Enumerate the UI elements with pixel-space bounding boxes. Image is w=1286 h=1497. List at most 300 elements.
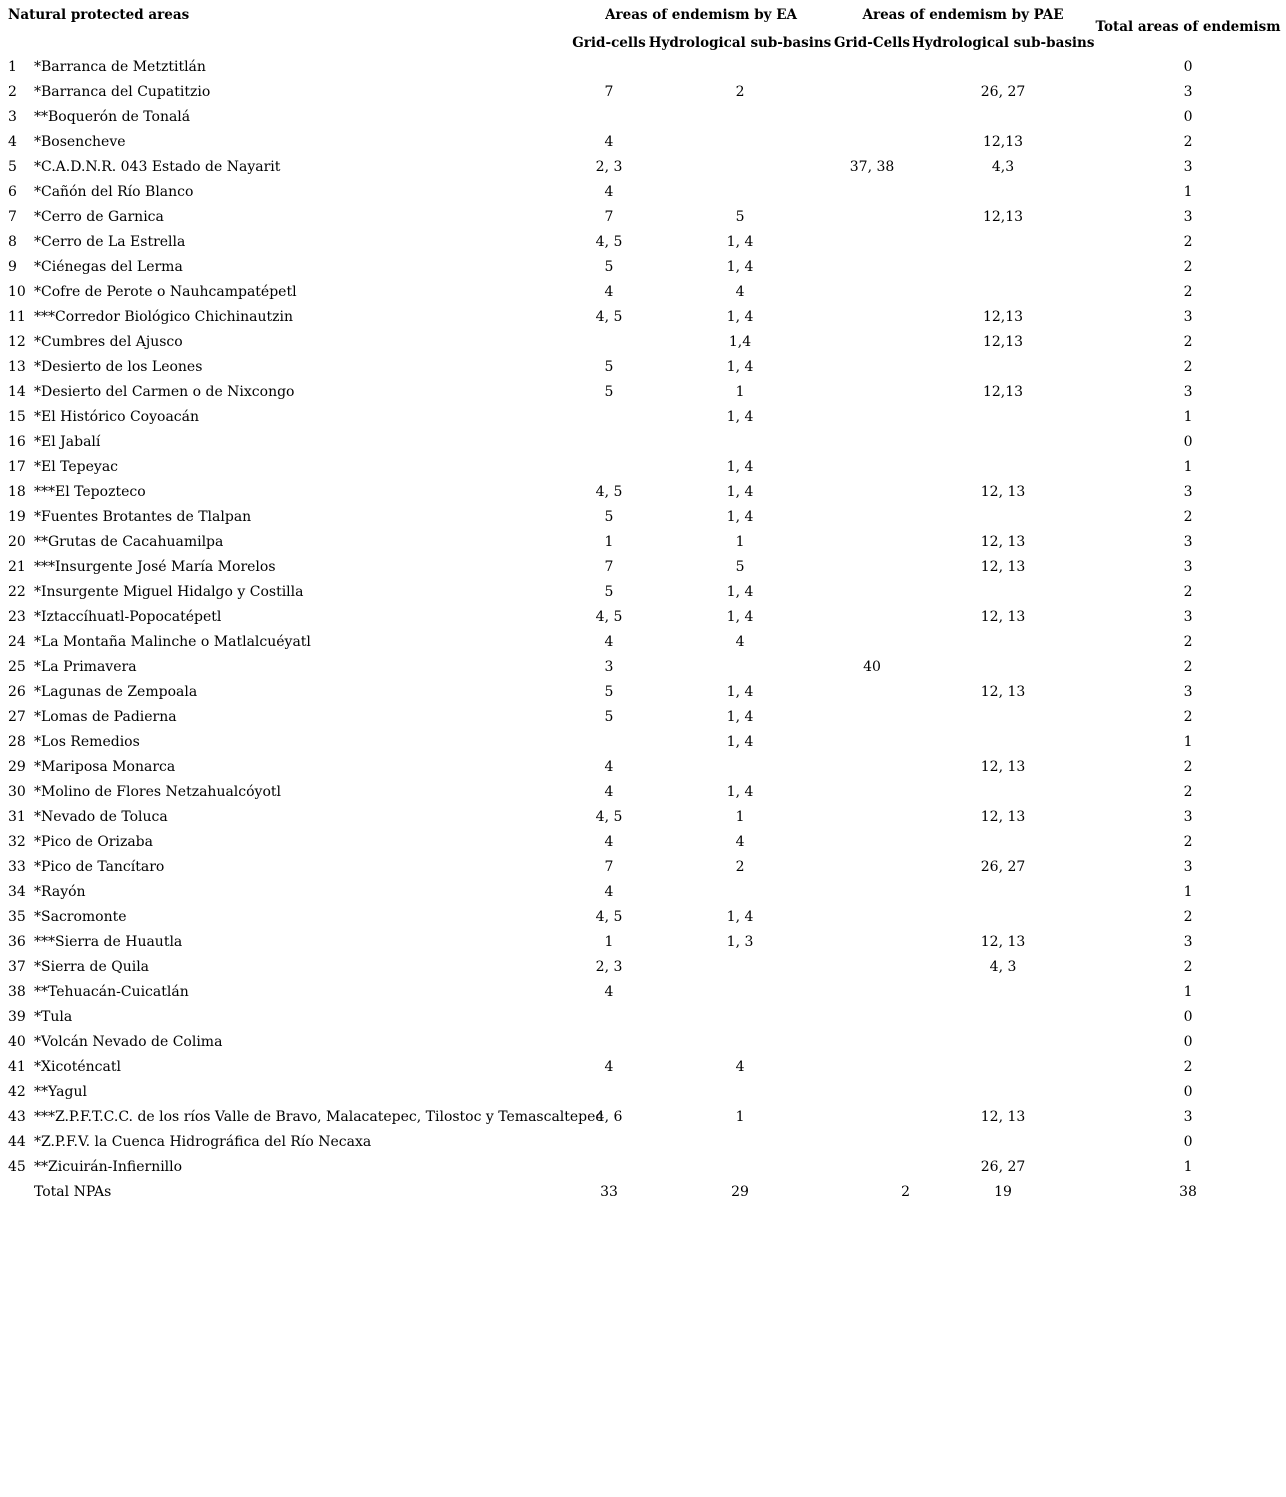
row-total: 0 xyxy=(1183,434,1193,450)
row-name: *Volcán Nevado de Colima xyxy=(34,1034,223,1050)
row-pae-grid xyxy=(832,280,912,305)
row-total: 1 xyxy=(1183,184,1193,200)
row-number: 29 xyxy=(8,759,26,775)
row-ea-hyd xyxy=(648,155,832,180)
table-footer xyxy=(0,1180,1282,1205)
table-row xyxy=(0,755,1282,780)
row-ea-grid: 4, 5 xyxy=(595,909,623,925)
row-ea-hyd: 1, 4 xyxy=(726,509,754,525)
row-total: 3 xyxy=(1183,384,1193,400)
row-pae-hyd xyxy=(912,105,1094,130)
row-pae-hyd xyxy=(912,655,1094,680)
row-pae-hyd: 4, 3 xyxy=(989,959,1017,975)
header-pae-grid-cells: Grid-Cells xyxy=(834,34,911,51)
row-number: 38 xyxy=(8,984,26,1000)
row-pae-grid xyxy=(832,830,912,855)
row-ea-hyd: 1, 4 xyxy=(726,684,754,700)
row-name: *Fuentes Brotantes de Tlalpan xyxy=(34,509,252,525)
row-pae-grid xyxy=(832,755,912,780)
row-number: 16 xyxy=(8,434,26,450)
row-number: 30 xyxy=(8,784,26,800)
table-row xyxy=(0,180,1282,205)
row-ea-grid: 4, 5 xyxy=(595,309,623,325)
row-number: 3 xyxy=(8,109,17,125)
row-ea-grid: 5 xyxy=(604,359,614,375)
row-number: 15 xyxy=(8,409,26,425)
row-ea-hyd: 5 xyxy=(735,209,745,225)
row-name: *Mariposa Monarca xyxy=(34,759,176,775)
table-row xyxy=(0,1005,1282,1030)
row-pae-hyd: 12, 13 xyxy=(980,934,1026,950)
row-pae-grid xyxy=(832,880,912,905)
table-row xyxy=(0,1080,1282,1105)
row-name: *La Primavera xyxy=(34,659,137,675)
row-number: 21 xyxy=(8,559,26,575)
row-pae-hyd xyxy=(912,430,1094,455)
row-ea-grid: 1 xyxy=(604,934,614,950)
row-total: 3 xyxy=(1183,534,1193,550)
row-name: *Desierto del Carmen o de Nixcongo xyxy=(34,384,295,400)
row-name: **Tehuacán-Cuicatlán xyxy=(34,984,189,1000)
table-row xyxy=(0,380,1282,405)
row-pae-hyd: 12, 13 xyxy=(980,484,1026,500)
row-ea-hyd xyxy=(648,755,832,780)
row-pae-hyd xyxy=(912,1130,1094,1155)
row-total: 2 xyxy=(1183,584,1193,600)
table-row xyxy=(0,505,1282,530)
row-ea-hyd: 1 xyxy=(735,809,745,825)
row-ea-hyd: 5 xyxy=(735,559,745,575)
row-number: 44 xyxy=(8,1134,26,1150)
row-ea-hyd xyxy=(648,1030,832,1055)
row-name: *Rayón xyxy=(34,884,86,900)
row-pae-hyd xyxy=(912,255,1094,280)
row-name: ***El Tepozteco xyxy=(34,484,146,500)
row-number: 17 xyxy=(8,459,26,475)
row-name: *El Tepeyac xyxy=(34,459,119,475)
row-ea-hyd: 1, 4 xyxy=(726,709,754,725)
row-ea-hyd xyxy=(648,1130,832,1155)
row-pae-hyd: 12,13 xyxy=(982,309,1024,325)
row-pae-grid xyxy=(832,380,912,405)
table-body xyxy=(0,55,1282,1180)
row-ea-hyd xyxy=(648,180,832,205)
row-total: 3 xyxy=(1183,934,1193,950)
row-total: 2 xyxy=(1183,959,1193,975)
row-number: 35 xyxy=(8,909,26,925)
row-name: *Lomas de Padierna xyxy=(34,709,177,725)
row-pae-grid xyxy=(832,1105,912,1130)
row-ea-grid: 4 xyxy=(604,134,614,150)
row-total: 1 xyxy=(1183,459,1193,475)
row-total: 3 xyxy=(1183,484,1193,500)
row-pae-grid xyxy=(832,1005,912,1030)
table-row xyxy=(0,105,1282,130)
row-number: 2 xyxy=(8,84,17,100)
totals-pae-hyd: 19 xyxy=(994,1184,1012,1200)
row-name: **Yagul xyxy=(34,1084,87,1100)
row-number: 45 xyxy=(8,1159,26,1175)
header-ea-grid-cells: Grid-cells xyxy=(572,34,646,51)
row-total: 0 xyxy=(1183,109,1193,125)
row-name: *Cumbres del Ajusco xyxy=(34,334,183,350)
row-pae-grid xyxy=(832,1155,912,1180)
row-ea-hyd: 2 xyxy=(735,84,745,100)
row-pae-grid xyxy=(832,1030,912,1055)
table-row xyxy=(0,705,1282,730)
row-total: 2 xyxy=(1183,634,1193,650)
table-row xyxy=(0,655,1282,680)
row-name: *Nevado de Toluca xyxy=(34,809,168,825)
row-total: 2 xyxy=(1183,659,1193,675)
row-total: 2 xyxy=(1183,234,1193,250)
row-name: *Cerro de La Estrella xyxy=(34,234,186,250)
row-pae-hyd xyxy=(912,830,1094,855)
row-number: 26 xyxy=(8,684,26,700)
row-number: 8 xyxy=(8,234,17,250)
row-ea-grid: 4, 5 xyxy=(595,609,623,625)
header-group-ea: Areas of endemism by EA xyxy=(605,7,797,23)
row-total: 3 xyxy=(1183,809,1193,825)
row-ea-grid: 5 xyxy=(604,384,614,400)
row-ea-grid: 4, 5 xyxy=(595,809,623,825)
row-number: 5 xyxy=(8,159,17,175)
row-number: 36 xyxy=(8,934,26,950)
row-name: *Molino de Flores Netzahualcóyotl xyxy=(34,784,281,800)
row-pae-grid xyxy=(832,405,912,430)
row-ea-hyd: 1, 4 xyxy=(726,309,754,325)
row-pae-hyd: 12,13 xyxy=(982,334,1024,350)
table-row xyxy=(0,605,1282,630)
row-ea-grid xyxy=(570,1005,648,1030)
row-ea-grid: 4 xyxy=(604,834,614,850)
row-total: 2 xyxy=(1183,134,1193,150)
row-total: 0 xyxy=(1183,1034,1193,1050)
row-pae-hyd: 12, 13 xyxy=(980,684,1026,700)
row-pae-grid xyxy=(832,1055,912,1080)
row-ea-grid xyxy=(570,1155,648,1180)
row-pae-grid: 40 xyxy=(863,659,881,675)
row-total: 2 xyxy=(1183,359,1193,375)
row-pae-hyd xyxy=(912,505,1094,530)
row-name: *Lagunas de Zempoala xyxy=(34,684,198,700)
row-ea-hyd: 4 xyxy=(735,1059,745,1075)
row-ea-grid: 4, 6 xyxy=(595,1109,623,1125)
row-total: 2 xyxy=(1183,509,1193,525)
row-number: 39 xyxy=(8,1009,26,1025)
row-number: 28 xyxy=(8,734,26,750)
row-total: 0 xyxy=(1183,1009,1193,1025)
totals-ea-grid: 33 xyxy=(600,1184,618,1200)
row-total: 1 xyxy=(1183,984,1193,1000)
row-name: *Desierto de los Leones xyxy=(34,359,203,375)
row-ea-hyd: 4 xyxy=(735,834,745,850)
row-pae-hyd xyxy=(912,1080,1094,1105)
row-total: 3 xyxy=(1183,859,1193,875)
row-pae-grid xyxy=(832,230,912,255)
row-pae-grid xyxy=(832,55,912,80)
row-ea-grid: 7 xyxy=(604,559,614,575)
row-name: *Insurgente Miguel Hidalgo y Costilla xyxy=(34,584,304,600)
row-ea-grid: 5 xyxy=(604,584,614,600)
row-name: *Cañón del Río Blanco xyxy=(34,184,194,200)
row-number: 40 xyxy=(8,1034,26,1050)
table-row xyxy=(0,155,1282,180)
table-row xyxy=(0,330,1282,355)
row-pae-grid xyxy=(832,930,912,955)
row-number: 18 xyxy=(8,484,26,500)
row-pae-grid xyxy=(832,805,912,830)
row-name: *C.A.D.N.R. 043 Estado de Nayarit xyxy=(34,159,281,175)
row-number: 25 xyxy=(8,659,26,675)
row-name: *Pico de Orizaba xyxy=(34,834,153,850)
row-pae-grid xyxy=(832,305,912,330)
table-row xyxy=(0,355,1282,380)
row-total: 2 xyxy=(1183,709,1193,725)
row-name: ***Insurgente José María Morelos xyxy=(34,559,276,575)
table-row xyxy=(0,280,1282,305)
row-name: *Cofre de Perote o Nauhcampatépetl xyxy=(34,284,297,300)
row-pae-hyd: 12,13 xyxy=(982,134,1024,150)
row-pae-hyd: 12,13 xyxy=(982,384,1024,400)
row-ea-grid: 4 xyxy=(604,1059,614,1075)
table-row xyxy=(0,430,1282,455)
row-pae-grid xyxy=(832,630,912,655)
row-number: 32 xyxy=(8,834,26,850)
table-row xyxy=(0,905,1282,930)
row-pae-grid xyxy=(832,430,912,455)
row-total: 1 xyxy=(1183,409,1193,425)
table-row xyxy=(0,455,1282,480)
row-ea-grid: 4 xyxy=(604,759,614,775)
row-total: 3 xyxy=(1183,1109,1193,1125)
row-number: 34 xyxy=(8,884,26,900)
table-row xyxy=(0,680,1282,705)
row-pae-grid xyxy=(832,955,912,980)
row-total: 2 xyxy=(1183,784,1193,800)
row-ea-hyd: 1, 4 xyxy=(726,909,754,925)
header-total-areas: Total areas of endemism xyxy=(1095,19,1281,35)
row-pae-hyd xyxy=(912,180,1094,205)
row-total: 2 xyxy=(1183,834,1193,850)
row-name: *Iztaccíhuatl-Popocatépetl xyxy=(34,609,222,625)
row-ea-hyd: 1, 4 xyxy=(726,484,754,500)
row-ea-grid: 5 xyxy=(604,709,614,725)
row-name: *El Jabalí xyxy=(34,434,101,450)
row-total: 2 xyxy=(1183,759,1193,775)
row-ea-hyd xyxy=(648,105,832,130)
row-number: 23 xyxy=(8,609,26,625)
row-pae-grid xyxy=(832,330,912,355)
table-row xyxy=(0,230,1282,255)
table-row xyxy=(0,205,1282,230)
row-ea-grid xyxy=(570,1030,648,1055)
row-number: 1 xyxy=(8,59,17,75)
row-name: ***Sierra de Huautla xyxy=(34,934,183,950)
table-row xyxy=(0,530,1282,555)
row-number: 42 xyxy=(8,1084,26,1100)
row-number: 11 xyxy=(8,309,26,325)
table-row xyxy=(0,780,1282,805)
row-total: 0 xyxy=(1183,1134,1193,1150)
row-ea-grid: 7 xyxy=(604,84,614,100)
row-ea-grid: 7 xyxy=(604,859,614,875)
row-pae-grid xyxy=(832,505,912,530)
table-header xyxy=(0,0,1282,55)
row-name: ***Corredor Biológico Chichinautzin xyxy=(34,309,294,325)
table-row xyxy=(0,1030,1282,1055)
row-pae-hyd xyxy=(912,280,1094,305)
row-ea-grid xyxy=(570,430,648,455)
row-number: 13 xyxy=(8,359,26,375)
row-ea-hyd: 1, 4 xyxy=(726,234,754,250)
row-ea-grid: 4, 5 xyxy=(595,484,623,500)
row-pae-hyd xyxy=(912,1030,1094,1055)
row-pae-grid xyxy=(832,255,912,280)
row-pae-grid xyxy=(832,555,912,580)
row-pae-hyd: 12, 13 xyxy=(980,559,1026,575)
row-pae-hyd: 12, 13 xyxy=(980,609,1026,625)
row-name: *Tula xyxy=(34,1009,73,1025)
row-total: 2 xyxy=(1183,1059,1193,1075)
row-total: 3 xyxy=(1183,559,1193,575)
row-number: 10 xyxy=(8,284,26,300)
table-row xyxy=(0,980,1282,1005)
row-ea-hyd xyxy=(648,1155,832,1180)
header-ea-hydrological: Hydrological sub-basins xyxy=(648,34,832,51)
row-ea-hyd: 1, 4 xyxy=(726,259,754,275)
row-ea-hyd: 1, 4 xyxy=(726,409,754,425)
row-total: 0 xyxy=(1183,1084,1193,1100)
row-name: *Sacromonte xyxy=(34,909,127,925)
row-number: 24 xyxy=(8,634,26,650)
row-pae-hyd xyxy=(912,980,1094,1005)
row-total: 3 xyxy=(1183,84,1193,100)
row-ea-hyd: 4 xyxy=(735,634,745,650)
row-number: 20 xyxy=(8,534,26,550)
header-group-pae: Areas of endemism by PAE xyxy=(862,7,1064,23)
row-name: *Z.P.F.V. la Cuenca Hidrográfica del Río Necaxa xyxy=(34,1134,372,1150)
row-name: *Bosencheve xyxy=(34,134,126,150)
row-pae-grid xyxy=(832,530,912,555)
row-name: *Barranca del Cupatitzio xyxy=(34,84,211,100)
row-ea-hyd: 1, 4 xyxy=(726,359,754,375)
row-total: 2 xyxy=(1183,909,1193,925)
row-number: 22 xyxy=(8,584,26,600)
row-ea-grid xyxy=(570,405,648,430)
row-pae-grid xyxy=(832,580,912,605)
row-ea-grid: 1 xyxy=(604,534,614,550)
row-number: 7 xyxy=(8,209,17,225)
row-ea-grid xyxy=(570,730,648,755)
row-ea-grid: 2, 3 xyxy=(595,959,623,975)
totals-ea-hyd: 29 xyxy=(731,1184,749,1200)
row-pae-grid xyxy=(832,205,912,230)
row-ea-grid: 5 xyxy=(604,509,614,525)
row-ea-hyd: 1, 4 xyxy=(726,609,754,625)
row-ea-hyd: 2 xyxy=(735,859,745,875)
row-pae-grid: 37, 38 xyxy=(849,159,895,175)
row-pae-hyd xyxy=(912,230,1094,255)
row-ea-hyd xyxy=(648,1005,832,1030)
table-row xyxy=(0,930,1282,955)
row-ea-hyd xyxy=(648,1080,832,1105)
row-ea-hyd xyxy=(648,130,832,155)
row-total: 2 xyxy=(1183,284,1193,300)
row-number: 41 xyxy=(8,1059,26,1075)
row-name: **Grutas de Cacahuamilpa xyxy=(34,534,224,550)
row-pae-grid xyxy=(832,855,912,880)
row-number: 6 xyxy=(8,184,17,200)
row-number: 43 xyxy=(8,1109,26,1125)
table-row xyxy=(0,830,1282,855)
row-ea-grid: 5 xyxy=(604,259,614,275)
row-pae-hyd: 26, 27 xyxy=(980,859,1026,875)
row-pae-hyd xyxy=(912,580,1094,605)
totals-total: 38 xyxy=(1179,1184,1197,1200)
row-total: 1 xyxy=(1183,734,1193,750)
row-number: 27 xyxy=(8,709,26,725)
row-pae-grid xyxy=(832,455,912,480)
header-pae-hydrological: Hydrological sub-basins xyxy=(912,34,1095,51)
table-row xyxy=(0,1105,1282,1130)
table-row xyxy=(0,855,1282,880)
row-ea-grid xyxy=(570,455,648,480)
row-pae-grid xyxy=(832,780,912,805)
row-ea-hyd xyxy=(648,430,832,455)
row-total: 3 xyxy=(1183,309,1193,325)
row-pae-grid xyxy=(832,680,912,705)
row-name: *El Histórico Coyoacán xyxy=(34,409,199,425)
row-pae-hyd xyxy=(912,905,1094,930)
row-total: 3 xyxy=(1183,684,1193,700)
table-row xyxy=(0,405,1282,430)
row-pae-hyd: 12, 13 xyxy=(980,1109,1026,1125)
row-pae-hyd xyxy=(912,355,1094,380)
row-total: 2 xyxy=(1183,259,1193,275)
row-total: 2 xyxy=(1183,334,1193,350)
row-ea-grid: 4 xyxy=(604,184,614,200)
row-total: 3 xyxy=(1183,609,1193,625)
row-name: ***Z.P.F.T.C.C. de los ríos Valle de Bravo, Malacatepec, Tilostoc y Temascaltepec xyxy=(34,1109,604,1125)
row-ea-hyd xyxy=(648,980,832,1005)
row-pae-grid xyxy=(832,105,912,130)
row-pae-hyd xyxy=(912,880,1094,905)
row-number: 14 xyxy=(8,384,26,400)
row-pae-grid xyxy=(832,355,912,380)
row-number: 19 xyxy=(8,509,26,525)
row-total: 1 xyxy=(1183,884,1193,900)
table-row xyxy=(0,1155,1282,1180)
row-ea-grid: 4 xyxy=(604,284,614,300)
table-row xyxy=(0,480,1282,505)
row-total: 3 xyxy=(1183,159,1193,175)
row-ea-hyd: 1,4 xyxy=(728,334,752,350)
row-pae-grid xyxy=(832,980,912,1005)
row-pae-hyd xyxy=(912,780,1094,805)
row-ea-grid: 4, 5 xyxy=(595,234,623,250)
row-name: *Los Remedios xyxy=(34,734,140,750)
row-ea-hyd: 1, 4 xyxy=(726,584,754,600)
row-ea-grid: 7 xyxy=(604,209,614,225)
table-row xyxy=(0,580,1282,605)
row-ea-hyd xyxy=(648,655,832,680)
table-row xyxy=(0,880,1282,905)
row-pae-hyd: 12, 13 xyxy=(980,809,1026,825)
row-pae-hyd: 12, 13 xyxy=(980,534,1026,550)
table-row xyxy=(0,730,1282,755)
row-number: 9 xyxy=(8,259,17,275)
